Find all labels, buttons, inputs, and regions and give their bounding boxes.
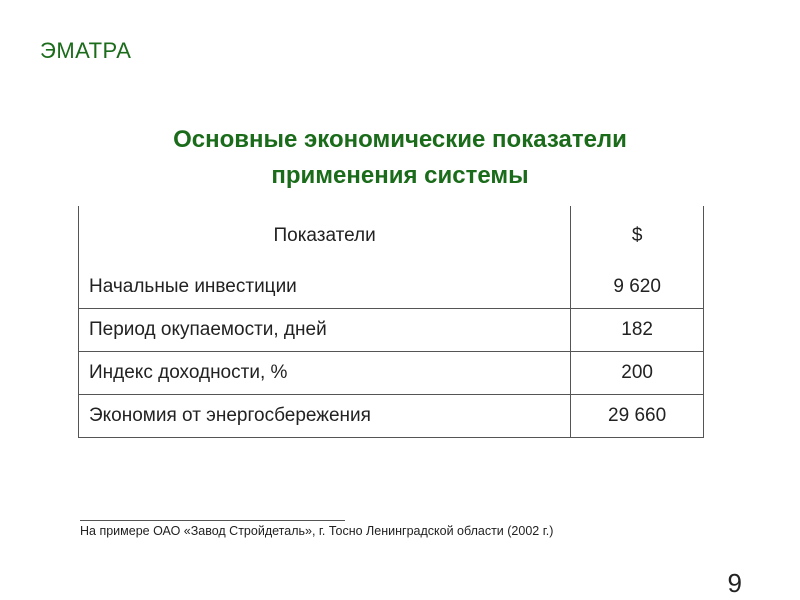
- table-row: [79, 352, 704, 395]
- slide-title-line-1: Основные экономические показатели: [173, 126, 627, 153]
- table-row: [79, 309, 704, 352]
- table-row: [79, 395, 704, 438]
- row-label: Экономия от энергосбережения: [79, 395, 571, 438]
- row-value: 182: [571, 309, 704, 352]
- header-currency: $: [571, 206, 704, 266]
- row-value: 200: [571, 352, 704, 395]
- row-label: Период окупаемости, дней: [79, 309, 571, 352]
- header-indicators: Показатели: [79, 206, 571, 266]
- row-label: Индекс доходности, %: [79, 352, 571, 395]
- slide-title: [60, 122, 740, 194]
- row-value: 9 620: [571, 266, 704, 309]
- table-row: [79, 266, 704, 309]
- page-number: 9: [727, 568, 742, 598]
- table-header-row: [79, 206, 704, 266]
- brand-title: ЭМАТРА: [40, 38, 132, 63]
- footnote-divider: [80, 520, 345, 521]
- slide-title-line-2: применения системы: [271, 162, 529, 189]
- footnote: На примере ОАО «Завод Стройдеталь», г. Тосно Ленинградской области (2002 г.): [80, 524, 554, 538]
- row-label: Начальные инвестиции: [79, 266, 571, 309]
- indicators-table: [78, 206, 704, 438]
- row-value: 29 660: [571, 395, 704, 438]
